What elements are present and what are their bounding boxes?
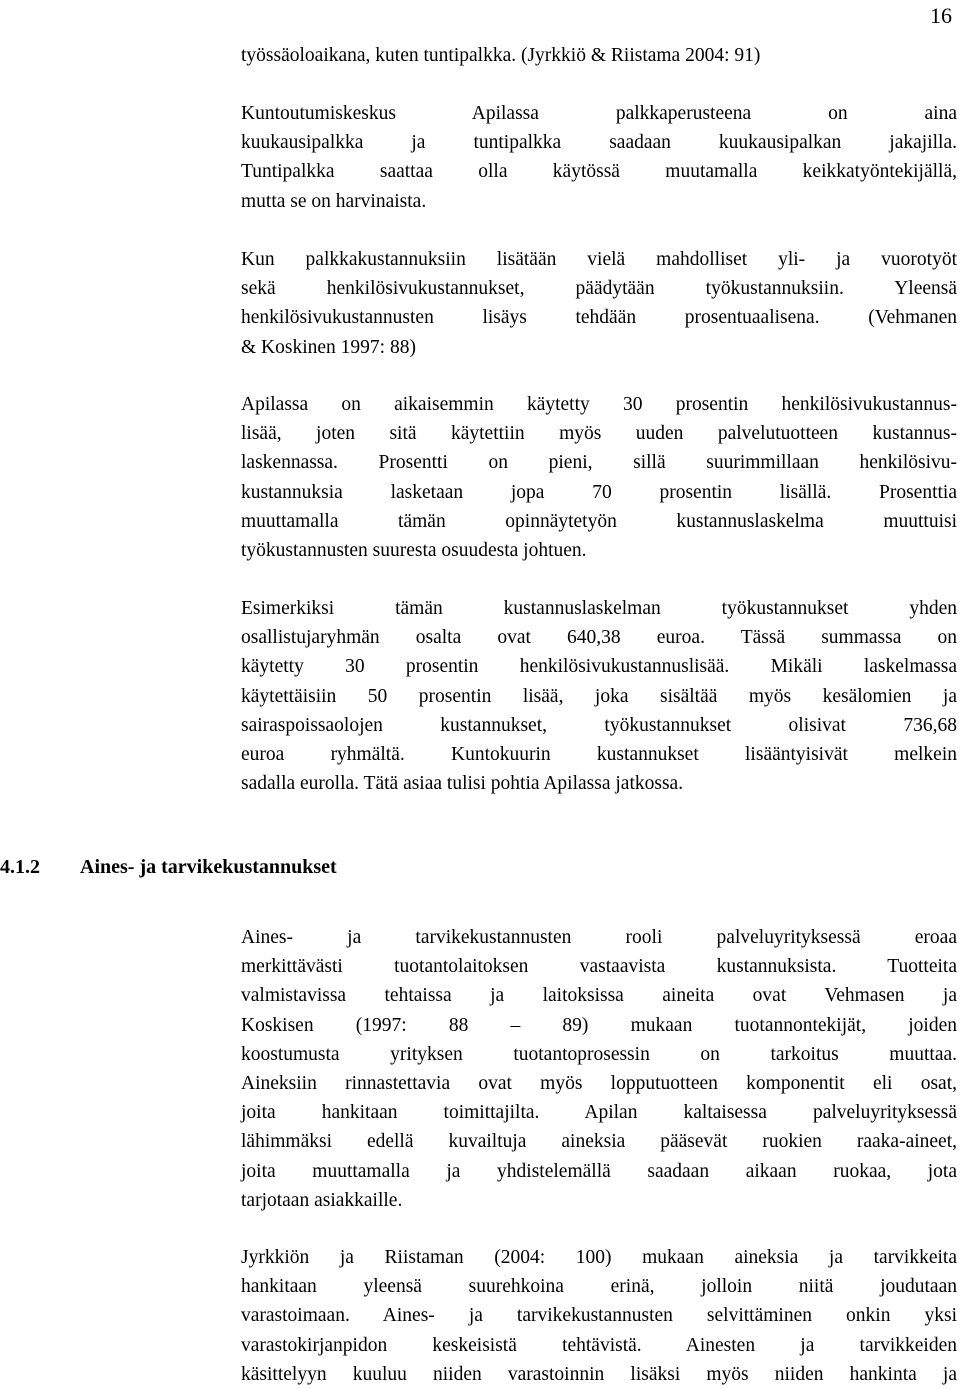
paragraph [241, 245, 957, 362]
text-line: joita muuttamalla ja yhdistelemällä saadaan aikaan ruokaa, jota [241, 1160, 957, 1182]
text-line: osallistujaryhmän osalta ovat 640,38 euroa. Tässä summassa on [241, 627, 957, 649]
paragraph [241, 41, 957, 70]
text-line: Jyrkkiön ja Riistaman (2004: 100) mukaan aineksia ja tarvikkeita [241, 1247, 957, 1268]
paragraph [241, 99, 957, 216]
paragraph [241, 390, 957, 565]
section-number: 4.1.2 [0, 856, 40, 878]
text-line: valmistavissa tehtaissa ja laitoksissa aineita ovat Vehmasen ja [241, 985, 957, 1007]
text-line: muuttamalla tämän opinnäytetyön kustannuslaskelma muuttuisi [241, 510, 957, 532]
text-line: kustannuksia lasketaan jopa 70 prosentin lisällä. Prosenttia [241, 481, 957, 503]
text-line: käytetty 30 prosentin henkilösivukustannuslisää. Mikäli laskelmassa [241, 656, 957, 678]
text-line: henkilösivukustannusten lisäys tehdään prosentuaalisena. (Vehmanen [241, 307, 957, 329]
text-line: lisää, joten sitä käytettiin myös uuden palvelutuotteen kustannus- [241, 423, 957, 445]
text-line: kuukausipalkka ja tuntipalkka saadaan kuukausipalkan jakajilla. [241, 132, 957, 154]
text-line: laskennassa. Prosentti on pieni, sillä suurimmillaan henkilösivu- [241, 452, 957, 474]
text-line: työssäoloaikana, kuten tuntipalkka. (Jyrkkiö & Riistama 2004: 91) [241, 45, 761, 66]
text-line: tarjotaan asiakkaille. [241, 1189, 403, 1211]
text-line: Aines- ja tarvikekustannusten rooli palveluyrityksessä eroaa [241, 927, 957, 948]
text-line: koostumusta yrityksen tuotantoprosessin on tarkoitus muuttaa. [241, 1043, 957, 1065]
text-line: hankitaan yleensä suurehkoina erinä, jolloin niitä joudutaan [241, 1276, 957, 1298]
paragraph [241, 1243, 957, 1389]
text-line: varastoimaan. Aines- ja tarvikekustannusten selvittäminen onkin yksi [241, 1305, 957, 1327]
text-line: Koskisen (1997: 88 – 89) mukaan tuotannontekijät, joiden [241, 1014, 957, 1036]
paragraph [241, 594, 957, 798]
text-line: käsittelyyn kuuluu niiden varastoinnin lisäksi myös niiden hankinta ja [241, 1363, 957, 1385]
text-line: lähimmäksi edellä kuvailtuja aineksia pääsevät ruokien raaka-aineet, [241, 1131, 957, 1153]
text-line: Tuntipalkka saattaa olla käytössä muutamalla keikkatyöntekijällä, [241, 161, 957, 183]
text-line: Kuntoutumiskeskus Apilassa palkkaperusteena on aina [241, 103, 957, 124]
text-line: sadalla eurolla. Tätä asiaa tulisi pohtia Apilassa jatkossa. [241, 773, 684, 795]
text-line: työkustannusten suuresta osuudesta johtuen. [241, 540, 587, 562]
text-line: Esimerkiksi tämän kustannuslaskelman työkustannukset yhden [241, 598, 957, 619]
text-line: sairaspoissaolojen kustannukset, työkustannukset olisivat 736,68 [241, 714, 957, 736]
text-line: Apilassa on aikaisemmin käytetty 30 prosentin henkilösivukustannus- [241, 394, 957, 415]
text-line: Aineksiin rinnastettavia ovat myös lopputuotteen komponentit eli osat, [241, 1073, 957, 1095]
text-line: varastokirjanpidon keskeisistä tehtävistä. Ainesten ja tarvikkeiden [241, 1334, 957, 1356]
text-line: merkittävästi tuotantolaitoksen vastaavista kustannuksista. Tuotteita [241, 956, 957, 978]
paragraph [241, 923, 957, 1215]
section-title: Aines- ja tarvikekustannukset [80, 856, 337, 878]
text-line: Kun palkkakustannuksiin lisätään vielä mahdolliset yli- ja vuorotyöt [241, 249, 957, 270]
text-line: sekä henkilösivukustannukset, päädytään työkustannuksiin. Yleensä [241, 278, 957, 300]
text-line: joita hankitaan toimittajilta. Apilan kaltaisessa palveluyrityksessä [241, 1102, 957, 1124]
section-heading [0, 852, 337, 882]
text-line: & Koskinen 1997: 88) [241, 336, 416, 358]
text-line: euroa ryhmältä. Kuntokuurin kustannukset lisääntyisivät melkein [241, 744, 957, 766]
page-number: 16 [930, 3, 952, 28]
text-line: mutta se on harvinaista. [241, 190, 427, 212]
text-line: käytettäisiin 50 prosentin lisää, joka sisältää myös kesälomien ja [241, 685, 957, 707]
